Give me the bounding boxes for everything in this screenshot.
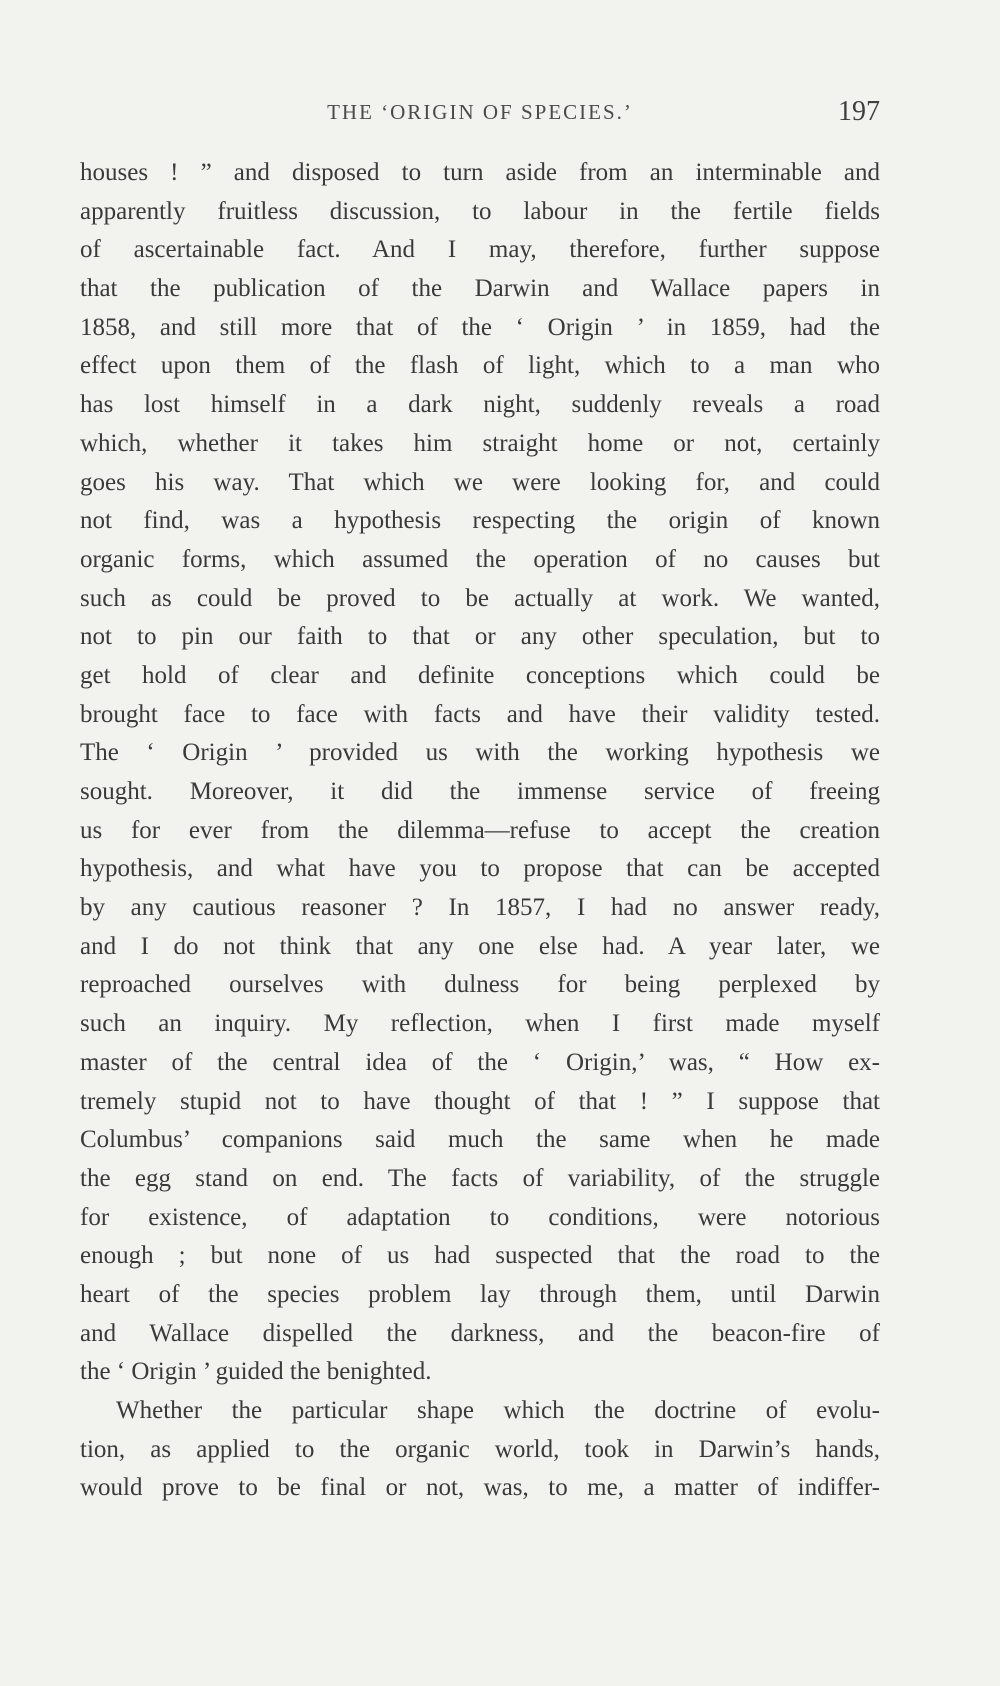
text-line: Columbus’ companions said much the same when he made [80, 1126, 880, 1154]
body-text [80, 154, 880, 1508]
text-line: which, whether it takes him straight home or not, certainly [80, 429, 880, 457]
text-line: and Wallace dispelled the darkness, and the beacon-fire of [80, 1319, 880, 1347]
text-line: would prove to be final or not, was, to me, a matter of indiffer- [80, 1474, 880, 1502]
text-line: The ‘ Origin ’ provided us with the working hypothesis we [80, 739, 880, 767]
text-line: tremely stupid not to have thought of that ! ” I suppose that [80, 1087, 880, 1115]
text-line: the egg stand on end. The facts of variability, of the struggle [80, 1164, 880, 1192]
text-line: not find, was a hypothesis respecting the origin of known [80, 507, 880, 535]
text-line: heart of the species problem lay through them, until Darwin [80, 1280, 880, 1308]
text-line: hypothesis, and what have you to propose that can be accepted [80, 855, 880, 883]
text-line: Whether the particular shape which the doctrine of evolu- [116, 1397, 880, 1424]
text-line: apparently fruitless discussion, to labour in the fertile fields [80, 197, 880, 225]
text-line: by any cautious reasoner ? In 1857, I had no answer ready, [80, 894, 880, 922]
text-line: such an inquiry. My reflection, when I first made myself [80, 1010, 880, 1038]
text-line: that the publication of the Darwin and Wallace papers in [80, 275, 880, 303]
text-line: reproached ourselves with dulness for being perplexed by [80, 971, 880, 999]
text-line: get hold of clear and definite conceptions which could be [80, 661, 880, 689]
text-line: organic forms, which assumed the operation of no causes but [80, 545, 880, 573]
text-line: sought. Moreover, it did the immense service of freeing [80, 778, 880, 805]
text-line: 1858, and still more that of the ‘ Origin ’ in 1859, had the [80, 313, 880, 341]
text-line: houses ! ” and disposed to turn aside from an interminable and [80, 159, 880, 186]
text-line: brought face to face with facts and have their validity tested. [80, 700, 880, 728]
text-line: enough ; but none of us had suspected that the road to the [80, 1242, 880, 1270]
text-line: us for ever from the dilemma—refuse to accept the creation [80, 816, 880, 844]
running-head: THE ‘ORIGIN OF SPECIES.’ [327, 100, 633, 124]
page-number: 197 [838, 96, 880, 127]
text-line: master of the central idea of the ‘ Origin,’ was, “ How ex- [80, 1048, 880, 1076]
text-line: of ascertainable fact. And I may, therefore, further suppose [80, 236, 880, 264]
text-line: not to pin our faith to that or any other speculation, but to [80, 623, 880, 651]
text-line: effect upon them of the flash of light, which to a man who [80, 352, 880, 380]
text-line: such as could be proved to be actually at work. We wanted, [80, 584, 880, 612]
page-header [80, 96, 880, 136]
text-line: has lost himself in a dark night, suddenly reveals a road [80, 391, 880, 419]
text-line: and I do not think that any one else had. A year later, we [80, 932, 880, 960]
text-line: goes his way. That which we were looking for, and could [80, 468, 880, 496]
text-line: tion, as applied to the organic world, took in Darwin’s hands, [80, 1435, 880, 1463]
text-line: the ‘ Origin ’ guided the benighted. [80, 1358, 432, 1386]
text-line: for existence, of adaptation to conditions, were notorious [80, 1203, 880, 1231]
